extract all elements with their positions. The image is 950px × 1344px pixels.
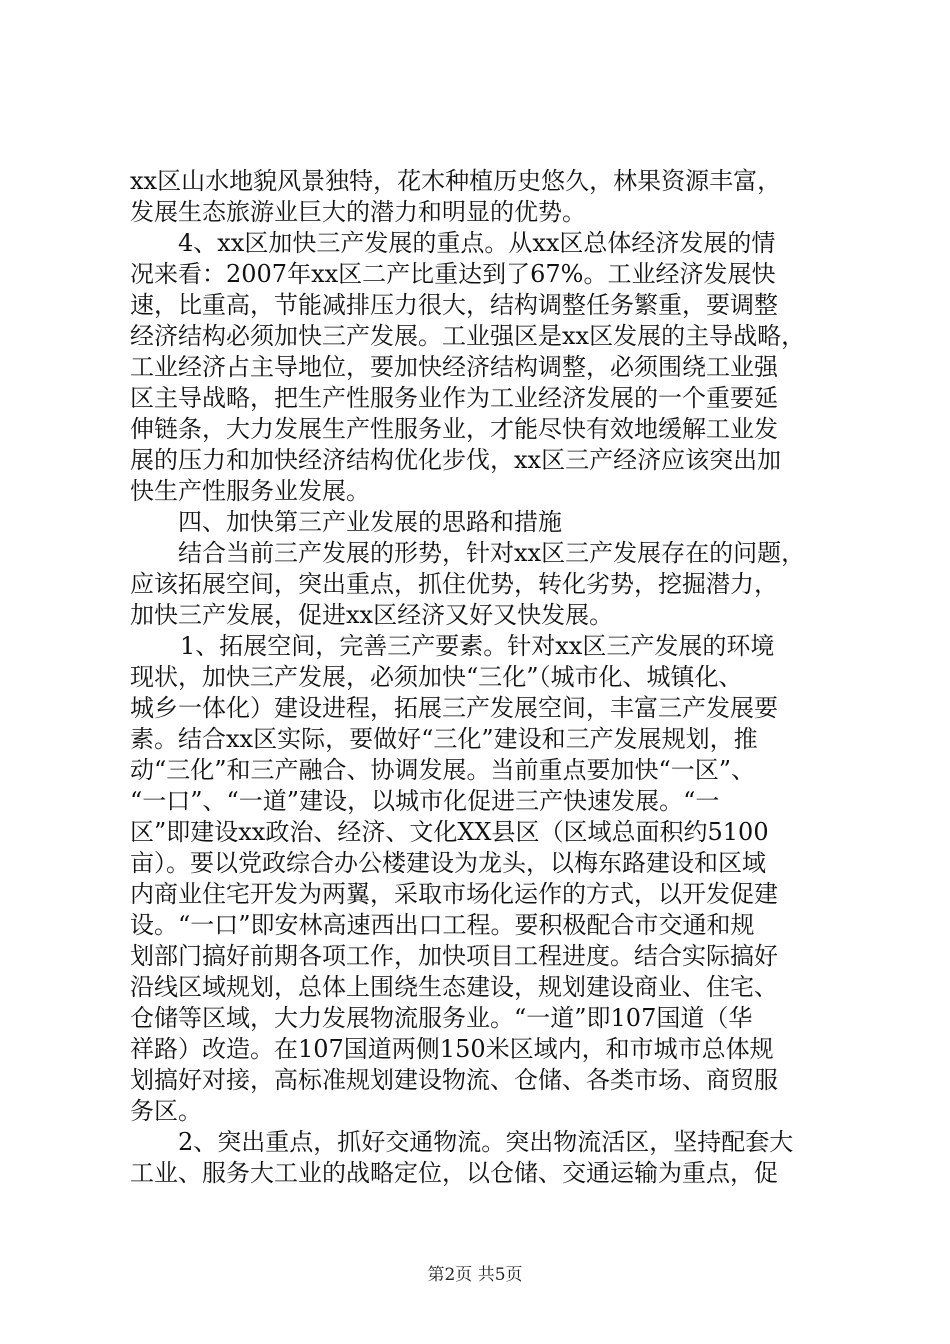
text-line: 划部门搞好前期各项工作，加快项目工程进度。结合实际搞好 bbox=[130, 942, 778, 970]
section-heading: 四、加快第三产业发展的思路和措施 bbox=[178, 508, 562, 536]
text-line: 工业、服务大工业的战略定位，以仓储、交通运输为重点，促 bbox=[130, 1159, 778, 1187]
text-line: 务区。 bbox=[130, 1097, 202, 1125]
text-line: 快生产性服务业发展。 bbox=[130, 477, 370, 505]
text-line: “一口”、“一道”建设，以城市化促进三产快速发展。“一 bbox=[130, 787, 720, 815]
page-footer bbox=[0, 1264, 950, 1286]
text-line: 仓储等区域，大力发展物流服务业。“一道”即107国道（华 bbox=[130, 1004, 753, 1032]
text-line: 划搞好对接，高标准规划建设物流、仓储、各类市场、商贸服 bbox=[130, 1066, 778, 1094]
text-line: 沿线区域规划，总体上围绕生态建设，规划建设商业、住宅、 bbox=[130, 973, 778, 1001]
text-line: 展的压力和加快经济结构优化步伐，xx区三产经济应该突出加 bbox=[130, 446, 782, 474]
text-line: 工业经济占主导地位，要加快经济结构调整，必须围绕工业强 bbox=[130, 353, 778, 381]
text-line: 动“三化”和三产融合、协调发展。当前重点要加快“一区”、 bbox=[130, 756, 756, 784]
page-number: 第2页 共5页 bbox=[427, 1265, 523, 1285]
document-body bbox=[130, 166, 830, 1189]
text-line: 经济结构必须加快三产发展。工业强区是xx区发展的主导战略， bbox=[130, 322, 806, 350]
text-line: 应该拓展空间，突出重点，抓住优势，转化劣势，挖掘潜力， bbox=[130, 570, 778, 598]
text-line: 素。结合xx区实际，要做好“三化”建设和三产发展规划，推 bbox=[130, 725, 758, 753]
text-line: 伸链条，大力发展生产性服务业，才能尽快有效地缓解工业发 bbox=[130, 415, 778, 443]
text-line: 区”即建设xx政治、经济、文化XX县区（区域总面积约5100 bbox=[130, 818, 769, 846]
text-line: 城乡一体化）建设进程，拓展三产发展空间，丰富三产发展要 bbox=[130, 694, 778, 722]
text-line: 速，比重高，节能减排压力很大，结构调整任务繁重，要调整 bbox=[130, 291, 778, 319]
text-line: xx区山水地貌风景独特，花木种植历史悠久，林果资源丰富， bbox=[130, 167, 782, 195]
paragraph-start-line: 结合当前三产发展的形势，针对xx区三产发展存在的问题， bbox=[178, 539, 806, 567]
text-line: 亩）。要以党政综合办公楼建设为龙头，以梅东路建设和区域 bbox=[130, 849, 766, 877]
text-line: 祥路）改造。在107国道两侧150米区域内，和市城市总体规 bbox=[130, 1035, 774, 1063]
text-line: 况来看：2007年xx区二产比重达到了67%。工业经济发展快 bbox=[130, 260, 776, 288]
text-line: 发展生态旅游业巨大的潜力和明显的优势。 bbox=[130, 198, 586, 226]
text-line: 内商业住宅开发为两翼，采取市场化运作的方式，以开发促建 bbox=[130, 880, 778, 908]
text-line: 区主导战略，把生产性服务业作为工业经济发展的一个重要延 bbox=[130, 384, 778, 412]
text-line: 设。“一口”即安林高速西出口工程。要积极配合市交通和规 bbox=[130, 911, 755, 939]
paragraph-start-line: 2、突出重点，抓好交通物流。突出物流活区，坚持配套大 bbox=[178, 1128, 794, 1156]
paragraph-start-line: 4、xx区加快三产发展的重点。从xx区总体经济发展的情 bbox=[178, 229, 776, 257]
paragraph-start-line: 1、拓展空间，完善三产要素。针对xx区三产发展的环境 bbox=[180, 632, 775, 660]
text-line: 现状，加快三产发展，必须加快“三化”（城市化、城镇化、 bbox=[130, 663, 743, 691]
text-line: 加快三产发展，促进xx区经济又好又快发展。 bbox=[130, 601, 614, 629]
